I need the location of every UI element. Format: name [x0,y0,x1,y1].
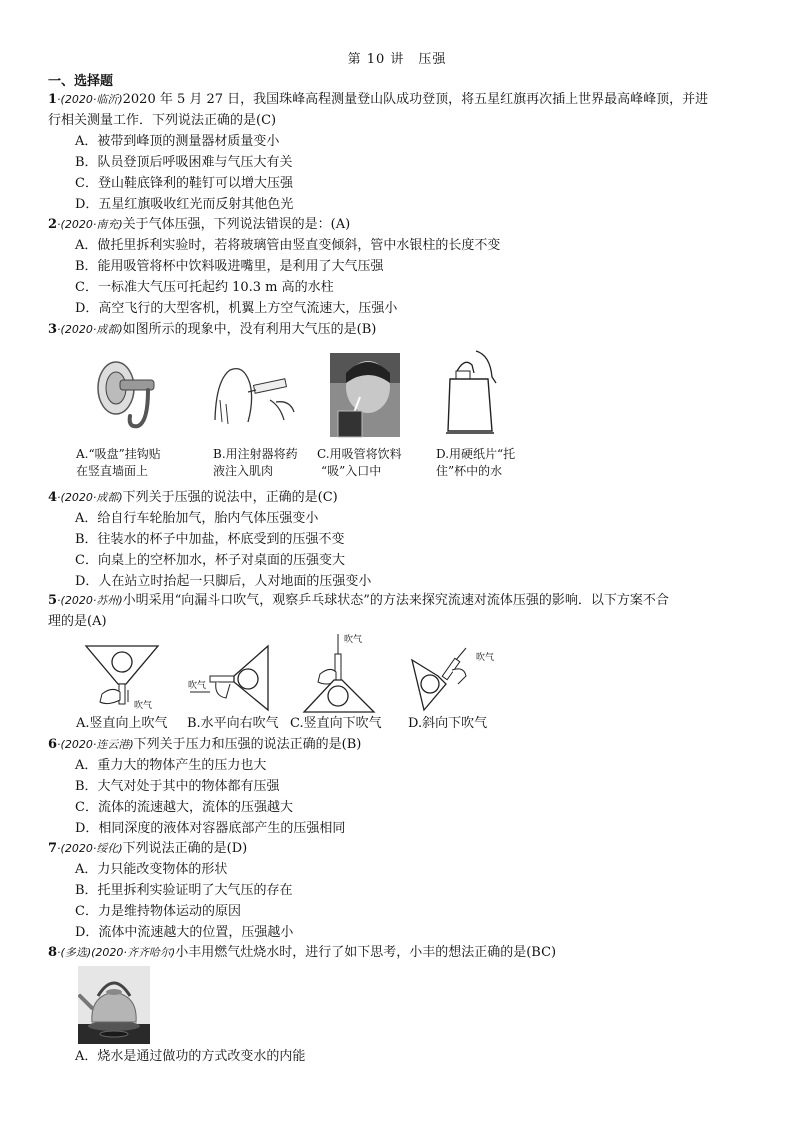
question-source: ·(2020·成都) [57,323,123,336]
question-8-options [48,1046,754,1067]
question-source: ·(2020·连云港) [57,738,134,751]
question-1-stem-line2: 行相关测量工作．下列说法正确的是(C) [48,113,277,128]
option: A．被带到峰顶的测量器材质量变小 [75,134,280,149]
question-number: 7 [48,841,58,856]
question-source: ·(2020·临沂) [57,93,123,106]
question-1-stem: 1·(2020·临沂)2020 年 5 月 27 日，我国珠峰高程测量登山队成功登顶，将五星红旗再次插上世界最高峰峰顶，并进 [48,92,709,107]
question-7 [48,838,754,943]
question-4-stem: 4·(2020·成都)下列关于压强的说法中，正确的是(C) [48,490,338,505]
question-number: 4 [48,490,58,505]
section-heading: 一、选择题 [48,74,114,89]
svg-text:吹气: 吹气 [344,635,363,645]
question-5 [48,590,754,632]
drinking-straw-photo [330,353,400,437]
figure-caption: C.竖直向下吹气 [290,716,382,731]
option: B．队员登顶后呼吸困难与气压大有关 [75,155,293,170]
question-4 [48,487,754,592]
question-8-stem: 8·(多选)(2020·齐齐哈尔)小丰用燃气灶烧水时，进行了如下思考，小丰的想法正确的是(BC) [48,945,557,960]
question-5-stem: 5·(2020·苏州)小明采用“向漏斗口吹气，观察乒乓球状态”的方法来探究流速对流体压强的影响．以下方案不合 [48,593,669,608]
svg-text:吹气: 吹气 [476,653,495,663]
question-5-stem-line2: 理的是(A) [48,614,107,629]
suction-hook-figure [86,350,196,440]
figure-caption: B.用注射器将药 液注入肌肉 [213,447,298,478]
funnel-blow-right-figure [186,640,276,714]
option: B．往装水的杯子中加盐，杯底受到的压强不变 [75,532,345,547]
question-source: ·(2020·苏州) [57,594,123,607]
question-number: 6 [48,737,58,752]
paper-cup-figure [436,347,506,437]
option: C．登山鞋底锋利的鞋钉可以增大压强 [75,176,293,191]
funnel-blow-slant-figure [408,640,508,714]
option: A．给自行车轮胎加气，胎内气体压强变小 [75,511,319,526]
question-6-stem: 6·(2020·连云港)下列关于压力和压强的说法正确的是(B) [48,737,362,752]
option: A．力只能改变物体的形状 [75,862,228,877]
question-number: 2 [48,217,58,232]
option: D．五星红旗吸收红光而反射其他色光 [75,197,294,212]
question-8 [48,942,754,963]
question-number: 3 [48,322,58,337]
page-title: 第 10 讲 压强 [347,52,447,67]
option: B．能用吸管将杯中饮料吸进嘴里，是利用了大气压强 [75,259,384,274]
question-number: 8 [48,945,58,960]
option: C．力是维持物体运动的原因 [75,904,241,919]
funnel-blow-down-figure [300,632,390,714]
question-source: ·(多选)(2020·齐齐哈尔) [57,946,176,959]
option: D．人在站立时抬起一只脚后，人对地面的压强变小 [75,574,372,589]
option: A．烧水是通过做功的方式改变水的内能 [75,1049,306,1064]
figure-caption: B.水平向右吹气 [187,716,279,731]
option: A．做托里拆利实验时，若将玻璃管由竖直变倾斜，管中水银柱的长度不变 [75,238,501,253]
figure-caption: D.用硬纸片“托 住”杯中的水 [436,447,516,478]
funnel-blow-up-figure [82,640,172,714]
option: D．高空飞行的大型客机，机翼上方空气流速大，压强小 [75,301,398,316]
option: C．向桌上的空杯加水，杯子对桌面的压强变大 [75,553,345,568]
option: A．重力大的物体产生的压力也大 [75,758,267,773]
figure-caption: D.斜向下吹气 [408,716,488,731]
question-source: ·(2020·成都) [57,491,123,504]
figure-caption: A.竖直向上吹气 [76,716,168,731]
kettle-on-stove-photo [78,966,150,1044]
option: D．相同深度的液体对容器底部产生的压强相同 [75,821,346,836]
option: C．一标准大气压可托起约 10.3 m 高的水柱 [75,280,334,295]
question-3-stem: 3·(2020·成都)如图所示的现象中，没有利用大气压的是(B) [48,322,377,337]
option: B．大气对处于其中的物体都有压强 [75,779,280,794]
question-1 [48,89,754,215]
question-2-stem: 2·(2020·南充)关于气体压强，下列说法错误的是：(A) [48,217,351,232]
option: C．流体的流速越大，流体的压强越大 [75,800,293,815]
question-3 [48,319,754,340]
svg-text:吹气: 吹气 [134,701,153,711]
question-number: 1 [48,92,58,107]
option: D．流体中流速越大的位置，压强越小 [75,925,294,940]
figure-caption: A.“吸盘”挂钩贴 在竖直墙面上 [76,447,161,478]
question-source: ·(2020·绥化) [57,842,123,855]
question-number: 5 [48,593,58,608]
svg-text:吹气: 吹气 [188,681,207,691]
question-6 [48,734,754,839]
syringe-injection-figure [210,360,300,430]
option: B．托里拆利实验证明了大气压的存在 [75,883,293,898]
question-source: ·(2020·南充) [57,218,123,231]
figure-caption: C.用吸管将饮料 “吸”入口中 [317,447,402,478]
question-2 [48,214,754,319]
question-7-stem: 7·(2020·绥化)下列说法正确的是(D) [48,841,248,856]
